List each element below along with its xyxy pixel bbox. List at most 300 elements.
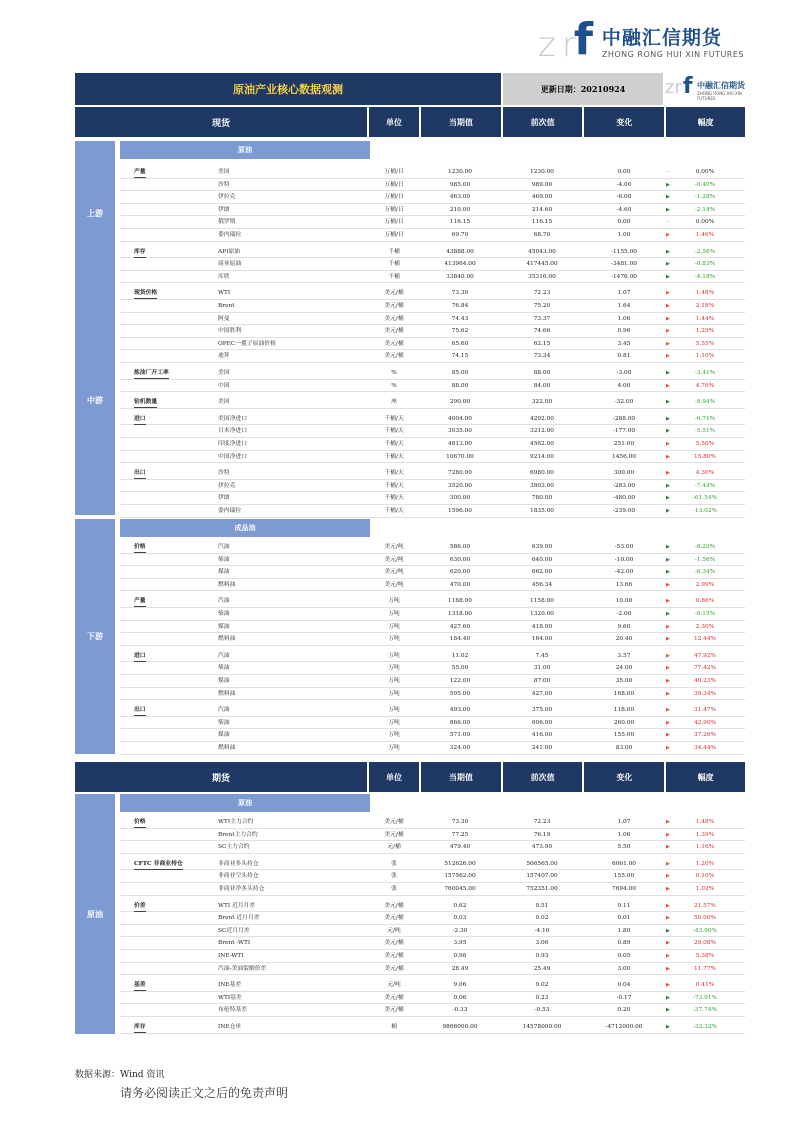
row-previous-value: 68.70 — [533, 232, 551, 238]
row-unit: 万桶/日 — [384, 194, 404, 201]
table-row — [120, 438, 745, 451]
row-previous-value: 473.90 — [531, 844, 553, 851]
row-current-value: 0.62 — [453, 902, 467, 909]
trend-down-icon: ▶ — [666, 261, 670, 268]
row-change-value: -4.60 — [616, 206, 632, 213]
trend-up-icon: ▶ — [666, 303, 670, 309]
row-pct-value: 21.57% — [693, 902, 717, 909]
row-item-name: 俄罗斯 — [218, 219, 236, 226]
row-change-value: 251.00 — [613, 441, 635, 447]
row-current-value: 184.40 — [449, 636, 471, 643]
row-previous-value: 506565.00 — [526, 860, 558, 867]
trend-up-icon: ▶ — [666, 915, 670, 922]
trend-down-icon: ▶ — [666, 248, 670, 255]
row-pct-value: 1.44% — [695, 315, 715, 322]
row-unit: 千桶/天 — [384, 415, 404, 422]
row-current-value: 76.84 — [451, 303, 469, 309]
stage-midstream: 中游 — [75, 285, 115, 515]
trend-up-icon: ▶ — [666, 690, 670, 697]
table-row — [120, 742, 745, 755]
trend-down-icon: ▶ — [666, 273, 670, 280]
trend-down-icon: ▶ — [666, 399, 670, 406]
row-pct-value: -32.32% — [692, 1024, 718, 1030]
row-item-name: 燃料油 — [218, 745, 236, 751]
row-pct-value: -0.15% — [694, 611, 716, 617]
row-change-value: 20.40 — [615, 636, 633, 643]
table-row — [120, 621, 745, 634]
row-previous-value: 72.23 — [533, 819, 551, 825]
table-row — [120, 191, 745, 204]
row-pct-value: -2.14% — [694, 206, 716, 213]
row-current-value: 1596.00 — [448, 508, 472, 514]
row-previous-value: 87.00 — [533, 678, 551, 684]
row-current-value: 75.62 — [451, 328, 469, 335]
table-row — [120, 870, 745, 883]
row-previous-value: 14578000.00 — [522, 1024, 562, 1030]
row-change-value: 0.00 — [617, 219, 631, 226]
row-group-label: 炼油厂开工率 — [134, 368, 169, 379]
trend-up-icon: ▶ — [666, 290, 670, 297]
row-pct-value: 42.90% — [693, 719, 717, 726]
table-row — [120, 258, 745, 271]
row-current-value: 3520.00 — [448, 482, 472, 489]
row-group-label: CFTC 非商业持仓 — [134, 859, 183, 870]
table-row — [120, 246, 745, 259]
row-previous-value: 157407.00 — [526, 873, 558, 880]
row-item-name: Brent 近月月差 — [218, 915, 260, 922]
row-item-name: 日本净进口 — [218, 428, 247, 435]
row-previous-value: 73.37 — [533, 315, 551, 322]
row-change-value: 13.66 — [615, 581, 633, 588]
title-bar — [75, 73, 745, 105]
row-item-name: 委内瑞拉 — [218, 232, 242, 238]
trend-up-icon: ▶ — [666, 340, 670, 347]
row-pct-value: 2.18% — [695, 303, 715, 309]
row-unit: 千桶/天 — [384, 453, 404, 460]
trend-up-icon: ▶ — [666, 953, 670, 959]
table-row — [120, 925, 745, 938]
row-current-value: 77.25 — [451, 831, 469, 838]
row-previous-value: 35316.00 — [528, 273, 556, 280]
row-change-value: -288.00 — [612, 415, 636, 422]
table-row — [120, 883, 745, 896]
row-pct-value: 77.42% — [693, 665, 717, 672]
row-previous-value: 164.00 — [531, 636, 553, 643]
table-row — [120, 816, 745, 829]
category-products: 成品油 — [120, 519, 370, 537]
row-current-value: 69.70 — [451, 232, 469, 238]
row-pct-value: 2.30% — [695, 623, 715, 630]
row-item-name: INE-WTI — [218, 953, 244, 959]
trend-down-icon: ▶ — [666, 206, 670, 213]
row-current-value: 630.00 — [449, 556, 471, 563]
trend-down-icon: ▶ — [666, 1007, 670, 1014]
row-item-name: 煤油 — [218, 569, 230, 576]
trend-up-icon: ▶ — [666, 844, 670, 851]
row-pct-value: 1.29% — [695, 328, 715, 335]
table-row — [120, 858, 745, 871]
row-item-name: 美国 — [218, 169, 230, 175]
row-group-label: 产量 — [134, 167, 146, 178]
report-title: 原油产业核心数据观测 — [75, 73, 501, 105]
trend-down-icon: ▶ — [666, 370, 670, 376]
table-row — [120, 579, 745, 592]
trend-up-icon: ▶ — [666, 232, 670, 238]
table-row — [120, 566, 745, 579]
row-current-value: 493.00 — [449, 707, 471, 714]
row-current-value: 324.00 — [449, 745, 471, 751]
row-current-value: 73.30 — [451, 819, 469, 825]
row-pct-value: 4.30% — [695, 470, 715, 477]
row-change-value: 155.00 — [613, 732, 635, 739]
row-current-value: 210.00 — [449, 206, 471, 213]
row-unit: 张 — [391, 860, 397, 867]
row-previous-value: 1230.00 — [530, 169, 554, 175]
row-group-label: 库存 — [134, 1022, 146, 1033]
row-current-value: 122.00 — [449, 678, 471, 684]
trend-flat-icon: — — [666, 169, 671, 175]
row-previous-value: 4562.00 — [530, 441, 554, 447]
trend-up-icon: ▶ — [666, 382, 670, 389]
table-row — [120, 287, 745, 300]
row-current-value: 512626.00 — [444, 860, 476, 867]
table-row — [120, 912, 745, 925]
trend-up-icon: ▶ — [666, 665, 670, 672]
row-item-name: 汽油-美油裂解价差 — [218, 965, 267, 972]
table-row — [120, 367, 745, 380]
row-pct-value: -73.91% — [692, 994, 718, 1001]
row-previous-value: 989.00 — [531, 181, 553, 188]
row-pct-value: 12.44% — [693, 636, 717, 643]
row-item-name: 汽油 — [218, 707, 230, 714]
row-unit: 美元/桶 — [384, 915, 404, 922]
row-previous-value: 74.66 — [533, 328, 551, 335]
trend-down-icon: ▶ — [666, 611, 670, 617]
table-row — [120, 717, 745, 730]
row-change-value: -3.00 — [616, 370, 632, 376]
row-change-value: 3.45 — [617, 340, 631, 347]
row-current-value: 1230.00 — [448, 169, 472, 175]
row-change-value: -2.00 — [616, 611, 632, 617]
row-previous-value: 116.15 — [531, 219, 553, 226]
row-pct-value: 31.47% — [693, 707, 717, 714]
row-unit: 千桶/天 — [384, 508, 404, 514]
row-item-name: WTI 近月月差 — [218, 902, 256, 909]
row-previous-value: 73.34 — [533, 353, 551, 360]
row-unit: 万吨 — [388, 719, 400, 726]
trend-down-icon: ▶ — [666, 927, 670, 934]
row-pct-value: -9.94% — [694, 399, 716, 406]
row-pct-value: -6.34% — [694, 569, 716, 576]
row-current-value: 3.95 — [453, 940, 467, 947]
trend-down-icon: ▶ — [666, 994, 670, 1001]
row-pct-value: 1.39% — [695, 831, 715, 838]
row-unit: 千桶 — [388, 248, 400, 255]
row-change-value: 1.00 — [617, 232, 631, 238]
table-row — [120, 505, 745, 518]
row-previous-value: 456.34 — [531, 581, 553, 588]
row-previous-value: 25.49 — [533, 965, 551, 972]
row-previous-value: 469.00 — [531, 194, 553, 201]
row-previous-value: 780.00 — [531, 495, 553, 502]
trend-up-icon: ▶ — [666, 873, 670, 880]
row-unit: 美元/桶 — [384, 994, 404, 1001]
row-previous-value: 9214.00 — [530, 453, 554, 460]
row-previous-value: 9.02 — [535, 982, 549, 989]
row-unit: 美元/桶 — [384, 953, 404, 959]
row-pct-value: -3.41% — [694, 370, 716, 376]
spot-header-pct: 幅度 — [666, 107, 745, 137]
row-pct-value: 37.26% — [693, 732, 717, 739]
table-row — [120, 554, 745, 567]
row-current-value: 463.00 — [449, 194, 471, 201]
row-previous-value: 0.93 — [535, 953, 549, 959]
row-change-value: 0.04 — [617, 982, 631, 989]
trend-up-icon: ▶ — [666, 940, 670, 947]
row-change-value: -283.00 — [612, 482, 636, 489]
row-item-name: 煤油 — [218, 623, 230, 630]
row-change-value: -42.00 — [614, 569, 634, 576]
row-current-value: 3035.00 — [448, 428, 472, 435]
row-previous-value: 31.00 — [533, 665, 551, 672]
row-previous-value: 322.00 — [531, 399, 553, 406]
row-change-value: 260.00 — [613, 719, 635, 726]
row-group-label: 进口 — [134, 414, 146, 425]
row-item-name: 燃料油 — [218, 581, 236, 588]
row-item-name: 伊拉克 — [218, 194, 236, 201]
row-change-value: -53.00 — [614, 544, 634, 550]
row-change-value: -4.00 — [616, 181, 632, 188]
row-group-label: 现货价格 — [134, 288, 157, 299]
row-current-value: 74.15 — [451, 353, 469, 360]
row-group-label: 基差 — [134, 980, 146, 991]
row-current-value: 116.15 — [449, 219, 471, 226]
row-change-value: 155.00 — [613, 873, 635, 880]
trend-up-icon: ▶ — [666, 453, 670, 460]
table-row — [120, 937, 745, 950]
stage-futures-crude: 原油 — [75, 794, 115, 1034]
row-pct-value: 0.00% — [695, 219, 715, 226]
row-previous-value: 375.00 — [531, 707, 553, 714]
trend-down-icon: ▶ — [666, 181, 670, 188]
table-row — [120, 900, 745, 913]
table-row — [120, 204, 745, 217]
futures-header-change: 变化 — [584, 762, 664, 792]
row-previous-value: 88.00 — [533, 370, 551, 376]
row-unit: 美元/桶 — [384, 940, 404, 947]
table-row — [120, 662, 745, 675]
row-group-label: 价差 — [134, 901, 146, 912]
row-item-name: 沙特 — [218, 181, 230, 188]
row-current-value: 1168.00 — [448, 598, 472, 605]
row-pct-value: 0.10% — [695, 873, 715, 880]
row-unit: 万吨 — [388, 652, 400, 659]
row-change-value: 83.00 — [615, 745, 633, 751]
row-group-label: 出口 — [134, 468, 146, 479]
row-unit: 千桶/天 — [384, 428, 404, 435]
row-item-name: 汽油 — [218, 544, 230, 550]
row-change-value: 0.05 — [617, 953, 631, 959]
row-change-value: -1476.00 — [611, 273, 637, 280]
row-unit: 千桶 — [388, 261, 400, 268]
row-item-name: 印度净进口 — [218, 441, 247, 447]
row-previous-value: 662.00 — [531, 569, 553, 576]
row-item-name: 美国 — [218, 399, 230, 406]
row-change-value: 1456.00 — [612, 453, 636, 460]
data-source: 数据来源：Wind 资讯 — [75, 1070, 165, 1080]
row-current-value: 157562.00 — [444, 873, 476, 880]
row-pct-value: -13.02% — [692, 508, 718, 514]
trend-up-icon: ▶ — [666, 470, 670, 477]
row-previous-value: 3803.00 — [530, 482, 554, 489]
row-item-name: Brent主力合约 — [218, 831, 258, 838]
row-change-value: 1.06 — [617, 315, 631, 322]
row-current-value: 470.00 — [449, 581, 471, 588]
row-current-value: 85.00 — [451, 370, 469, 376]
row-unit: 美元/吨 — [384, 544, 404, 550]
futures-header-pct: 幅度 — [666, 762, 745, 792]
row-previous-value: 0.02 — [535, 915, 549, 922]
row-change-value: 6061.00 — [612, 860, 636, 867]
row-unit: 美元/吨 — [384, 569, 404, 576]
trend-up-icon: ▶ — [666, 678, 670, 684]
trend-down-icon: ▶ — [666, 428, 670, 435]
row-item-name: 美国净进口 — [218, 415, 247, 422]
row-group-label: 价格 — [134, 817, 146, 828]
row-change-value: -4712000.00 — [605, 1024, 643, 1030]
row-change-value: 1.80 — [617, 927, 631, 934]
futures-header-name: 期货 — [75, 762, 367, 792]
row-current-value: 427.60 — [449, 623, 471, 630]
row-pct-value: -5.51% — [694, 428, 716, 435]
row-item-name: WTI基差 — [218, 994, 242, 1001]
row-item-name: 委内瑞拉 — [218, 508, 242, 514]
row-unit: 元/吨 — [387, 927, 401, 934]
row-item-name: 非商业空头持仓 — [218, 873, 259, 880]
table-row — [120, 216, 745, 229]
trend-up-icon: ▶ — [666, 719, 670, 726]
table-row — [120, 229, 745, 242]
row-unit: 元/吨 — [387, 982, 401, 989]
row-pct-value: 34.44% — [693, 745, 717, 751]
row-unit: 元/桶 — [387, 844, 401, 851]
table-row — [120, 979, 745, 992]
row-unit: 万桶/日 — [384, 219, 404, 226]
row-item-name: Brent — [218, 303, 235, 309]
table-row — [120, 271, 745, 284]
row-unit: 万吨 — [388, 598, 400, 605]
row-change-value: 1.64 — [617, 303, 631, 309]
row-pct-value: -0.83% — [694, 261, 716, 268]
spot-header-name: 现货 — [75, 107, 367, 137]
row-change-value: 300.00 — [613, 470, 635, 477]
table-row — [120, 480, 745, 493]
row-change-value: -1155.00 — [611, 248, 637, 255]
row-current-value: 985.00 — [449, 181, 471, 188]
row-item-name: 布伦特基差 — [218, 1007, 247, 1014]
trend-up-icon: ▶ — [666, 732, 670, 739]
row-pct-value: 40.23% — [693, 678, 717, 684]
row-item-name: Brent -WTI — [218, 940, 251, 947]
trend-down-icon: ▶ — [666, 569, 670, 576]
row-previous-value: 62.15 — [533, 340, 551, 347]
row-unit: 美元/吨 — [384, 556, 404, 563]
row-unit: % — [391, 382, 397, 389]
row-unit: 美元/吨 — [384, 581, 404, 588]
stage-downstream: 下游 — [75, 519, 115, 754]
row-current-value: 0.98 — [453, 953, 467, 959]
row-change-value: 35.00 — [615, 678, 633, 684]
row-item-name: 柴油 — [218, 665, 230, 672]
row-previous-value: 6980.00 — [530, 470, 554, 477]
row-pct-value: 47.92% — [693, 652, 717, 659]
row-previous-value: -4.10 — [534, 927, 550, 934]
row-unit: 万吨 — [388, 665, 400, 672]
row-change-value: -480.00 — [612, 495, 636, 502]
row-unit: 万吨 — [388, 678, 400, 684]
row-current-value: 300.00 — [449, 495, 471, 502]
row-pct-value: -6.71% — [694, 415, 716, 422]
table-row — [120, 963, 745, 976]
row-unit: 美元/桶 — [384, 303, 404, 309]
row-change-value: -239.00 — [612, 508, 636, 514]
row-unit: 千桶 — [388, 273, 400, 280]
row-unit: 美元/桶 — [384, 965, 404, 972]
row-item-name: 柴油 — [218, 556, 230, 563]
row-pct-value: 1.48% — [695, 290, 715, 297]
row-previous-value: 72.23 — [533, 290, 551, 297]
row-group-label: 价格 — [134, 542, 146, 553]
row-current-value: 586.00 — [449, 544, 471, 550]
trend-flat-icon: — — [666, 219, 671, 226]
row-current-value: 620.00 — [449, 569, 471, 576]
row-unit: 美元/桶 — [384, 1007, 404, 1014]
row-current-value: 33840.00 — [446, 273, 474, 280]
row-current-value: 866.00 — [449, 719, 471, 726]
row-pct-value: 29.08% — [693, 940, 717, 947]
row-current-value: 74.43 — [451, 315, 469, 322]
row-current-value: 479.40 — [449, 844, 471, 851]
table-row — [120, 608, 745, 621]
row-unit: 美元/桶 — [384, 819, 404, 825]
logo-en-name: ZHONG RONG HUI XIN FUTURES — [601, 50, 744, 59]
trend-down-icon: ▶ — [666, 508, 670, 514]
table-row — [120, 633, 745, 646]
category-futures-crude: 原油 — [120, 794, 370, 812]
row-change-value: 3.00 — [617, 965, 631, 972]
row-unit: 美元/桶 — [384, 831, 404, 838]
table-row — [120, 325, 745, 338]
row-change-value: 1.07 — [617, 819, 631, 825]
row-item-name: 商业原油 — [218, 261, 242, 268]
row-pct-value: 50.00% — [693, 915, 717, 922]
row-item-name: API原油 — [218, 248, 240, 255]
row-unit: 美元/桶 — [384, 353, 404, 360]
row-change-value: 1.07 — [617, 290, 631, 297]
table-row — [120, 413, 745, 426]
row-group-label: 产量 — [134, 596, 146, 607]
trend-up-icon: ▶ — [666, 860, 670, 867]
row-previous-value: 417445.00 — [526, 261, 558, 268]
table-row — [120, 179, 745, 192]
row-item-name: WTI主力合约 — [218, 819, 254, 825]
row-unit: 千桶/天 — [384, 495, 404, 502]
row-current-value: -0.33 — [452, 1007, 468, 1014]
row-change-value: -177.00 — [612, 428, 636, 435]
table-row — [120, 650, 745, 663]
row-item-name: INE基差 — [218, 982, 242, 989]
row-pct-value: 39.34% — [693, 690, 717, 697]
